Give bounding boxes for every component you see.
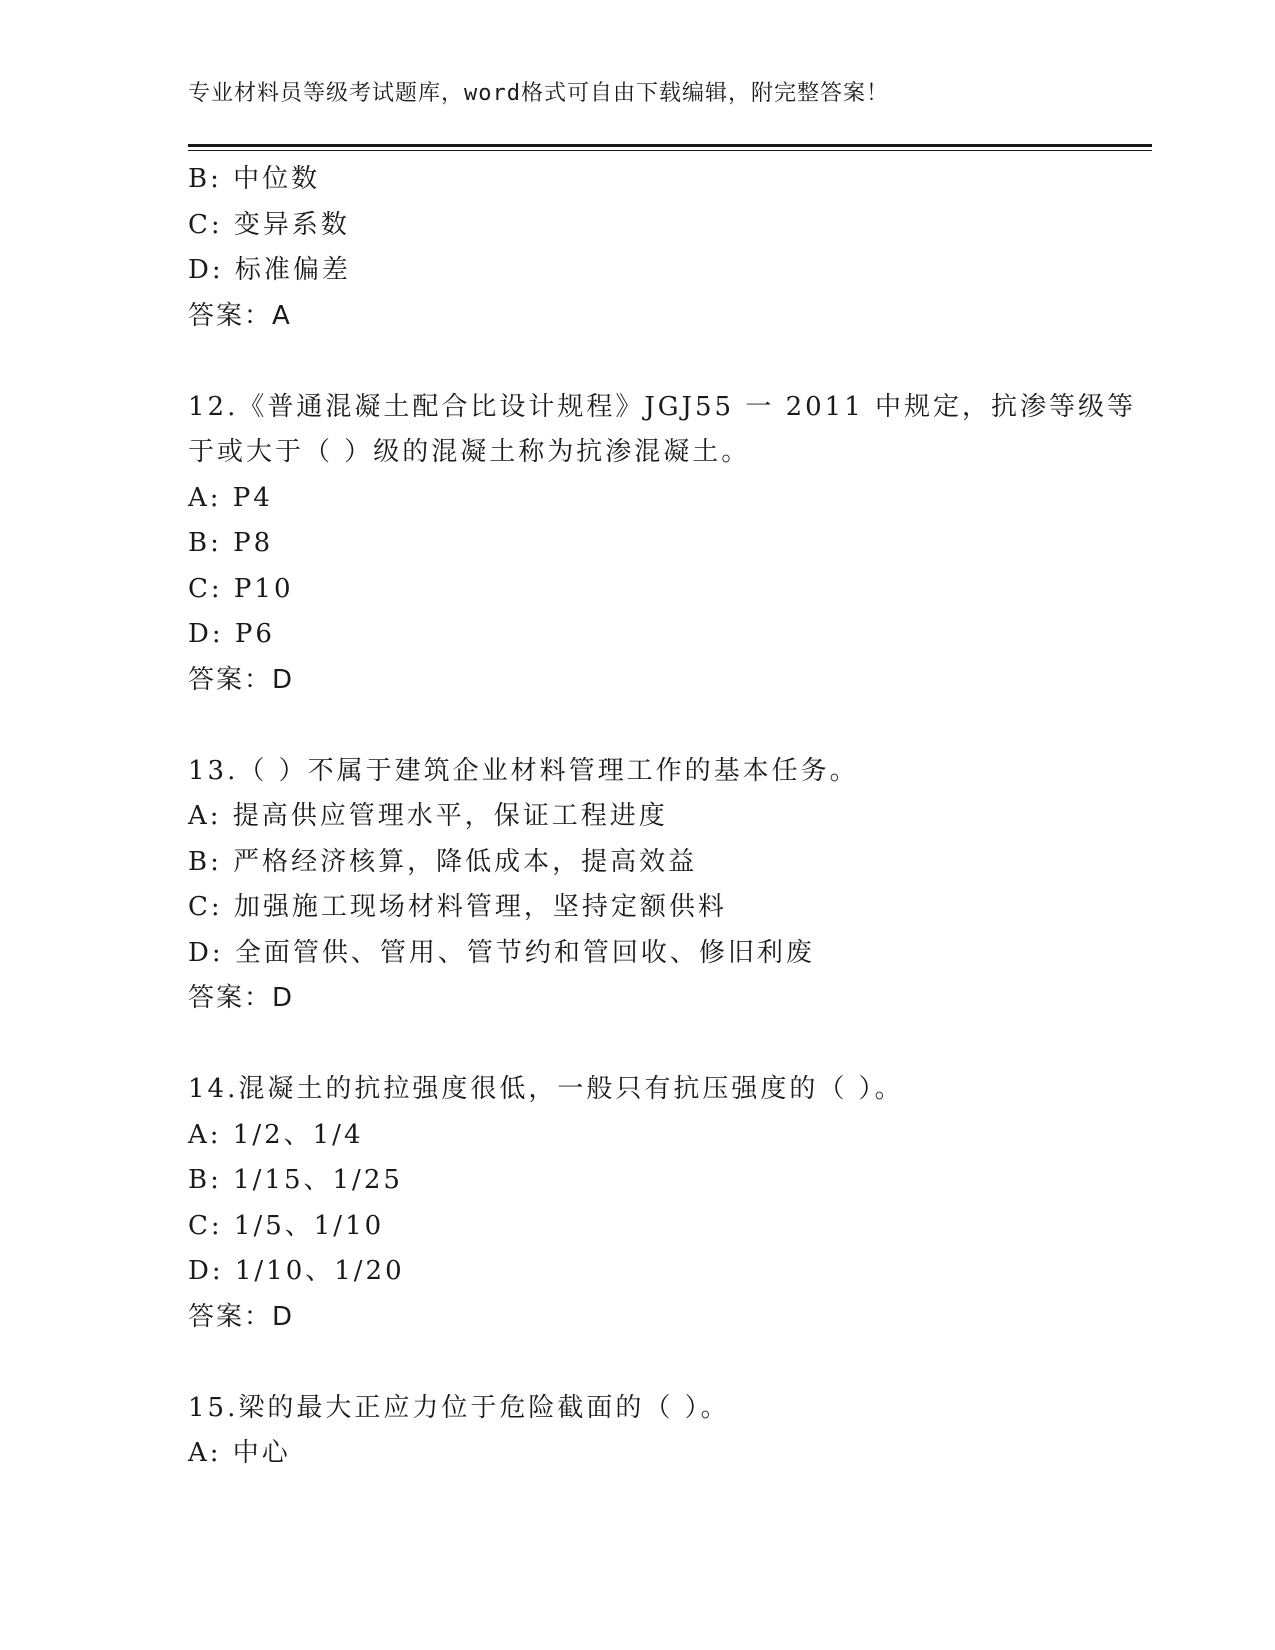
option-d: D: 1/10、1/20 — [188, 1256, 405, 1286]
option-c: C: 加强施工现场材料管理，坚持定额供料 — [188, 892, 727, 922]
spacer — [188, 339, 1148, 385]
option-b: B: 1/15、1/25 — [188, 1165, 403, 1195]
option-d: D: 全面管供、管用、管节约和管回收、修旧利废 — [188, 937, 815, 968]
question-stem: 15.梁的最大正应力位于危险截面的（ ）。 — [188, 1392, 730, 1423]
spacer — [188, 703, 1148, 749]
answer-line: 答案：D — [188, 664, 295, 695]
question-12 — [188, 385, 1148, 704]
option-c: C: P10 — [188, 573, 294, 604]
option-a: A: P4 — [188, 482, 273, 513]
option-d: D: P6 — [188, 619, 275, 649]
option-b: B: 严格经济核算，降低成本，提高效益 — [188, 846, 698, 877]
question-stem-continued: 于或大于（ ）级的混凝土称为抗渗混凝土。 — [188, 437, 751, 467]
header-rule-thick — [188, 144, 1152, 147]
header-rule-thin — [188, 150, 1152, 151]
header-note: 专业材料员等级考试题库，word格式可自由下载编辑，附完整答案！ — [188, 81, 889, 106]
spacer — [188, 1022, 1148, 1068]
question-stem: 13.（ ）不属于建筑企业材料管理工作的基本任务。 — [188, 755, 859, 786]
option-a: A: 中心 — [188, 1438, 291, 1468]
answer-line: 答案：D — [188, 983, 295, 1013]
spacer — [188, 1340, 1148, 1386]
option-c: C: 1/5、1/10 — [188, 1210, 385, 1241]
answer-line: 答案：D — [188, 1301, 295, 1332]
question-stem: 12.《普通混凝土配合比设计规程》JGJ55 一 2011 中规定，抗渗等级等 — [188, 391, 1137, 422]
answer-line: 答案：A — [188, 300, 292, 331]
question-stem: 14.混凝土的抗拉强度很低，一般只有抗压强度的（ ）。 — [188, 1074, 904, 1104]
option-d: D: 标准偏差 — [188, 255, 351, 285]
option-a: A: 1/2、1/4 — [188, 1119, 364, 1150]
option-b: B: P8 — [188, 528, 274, 558]
option-c: C: 变异系数 — [188, 209, 350, 240]
question-15 — [188, 1386, 1148, 1477]
question-list — [188, 157, 1148, 1477]
option-a: A: 提高供应管理水平，保证工程进度 — [188, 801, 668, 831]
question-14 — [188, 1067, 1148, 1340]
question-11-tail — [188, 157, 1148, 339]
question-13 — [188, 749, 1148, 1022]
option-b: B: 中位数 — [188, 164, 321, 194]
